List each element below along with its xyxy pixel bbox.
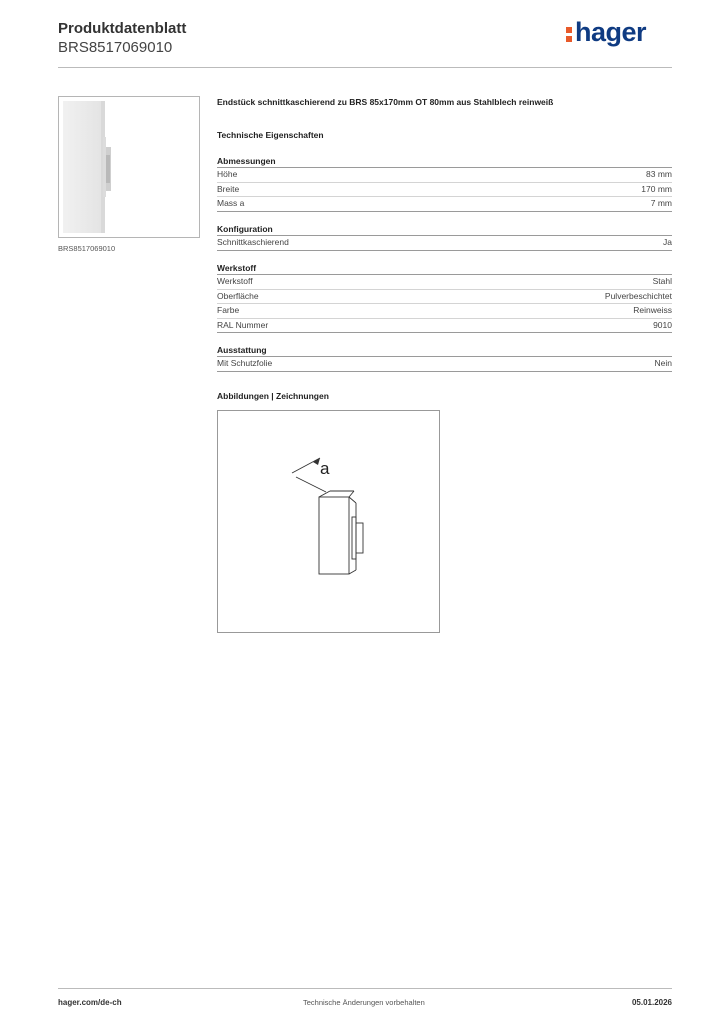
table-row [217, 357, 672, 372]
row-value: Nein [654, 358, 672, 368]
row-label: Farbe [217, 305, 240, 315]
image-caption: BRS8517069010 [58, 244, 116, 253]
header-divider [58, 67, 672, 68]
end-piece-drawing-icon [218, 411, 439, 632]
page-title: Produktdatenblatt [58, 20, 187, 37]
row-value: 9010 [653, 319, 672, 330]
row-label: Werkstoff [217, 276, 253, 286]
section-title: Werkstoff [217, 262, 672, 275]
table-row [217, 319, 672, 334]
footer-notice: Technische Änderungen vorbehalten [303, 998, 425, 1007]
table-row [217, 290, 672, 305]
figures-heading: Abbildungen | Zeichnungen [217, 391, 329, 401]
section-title: Ausstattung [217, 344, 672, 357]
footer-divider [58, 988, 672, 989]
hager-logo[interactable] [566, 17, 646, 48]
technical-drawing [217, 410, 440, 633]
row-label: RAL Nummer [217, 319, 269, 330]
row-value: Reinweiss [633, 305, 672, 315]
section-dimensions [217, 155, 672, 212]
section-equipment [217, 344, 672, 372]
row-label: Oberfläche [217, 290, 259, 301]
dimension-label: a [320, 459, 330, 478]
product-description: Endstück schnittkaschierend zu BRS 85x170mm OT 80mm aus Stahlblech reinweiß [217, 97, 554, 107]
row-label: Höhe [217, 169, 238, 179]
section-material [217, 262, 672, 333]
table-row [217, 168, 672, 183]
row-value: 83 mm [646, 169, 672, 179]
table-row [217, 304, 672, 319]
footer-website-link[interactable]: hager.com/de-ch [58, 998, 122, 1007]
row-label: Breite [217, 183, 240, 194]
row-label: Mit Schutzfolie [217, 358, 273, 368]
article-number: BRS8517069010 [58, 39, 173, 56]
end-piece-photo-icon [59, 97, 199, 237]
row-value: 7 mm [650, 198, 672, 208]
table-row [217, 236, 672, 251]
row-value: Pulverbeschichtet [604, 290, 672, 301]
footer-date: 05.01.2026 [631, 998, 672, 1007]
technical-properties-heading: Technische Eigenschaften [217, 130, 324, 140]
row-label: Schnittkaschierend [217, 237, 289, 247]
logo-mark-icon [566, 25, 572, 42]
section-title: Konfiguration [217, 223, 672, 236]
row-value: Ja [663, 237, 672, 247]
row-value: 170 mm [641, 183, 672, 194]
section-configuration [217, 223, 672, 251]
section-title: Abmessungen [217, 155, 672, 168]
row-label: Mass a [217, 198, 245, 208]
table-row [217, 275, 672, 290]
product-image [58, 96, 200, 238]
table-row [217, 197, 672, 212]
logo-text: hager [575, 17, 647, 47]
table-row [217, 183, 672, 198]
row-value: Stahl [652, 276, 672, 286]
